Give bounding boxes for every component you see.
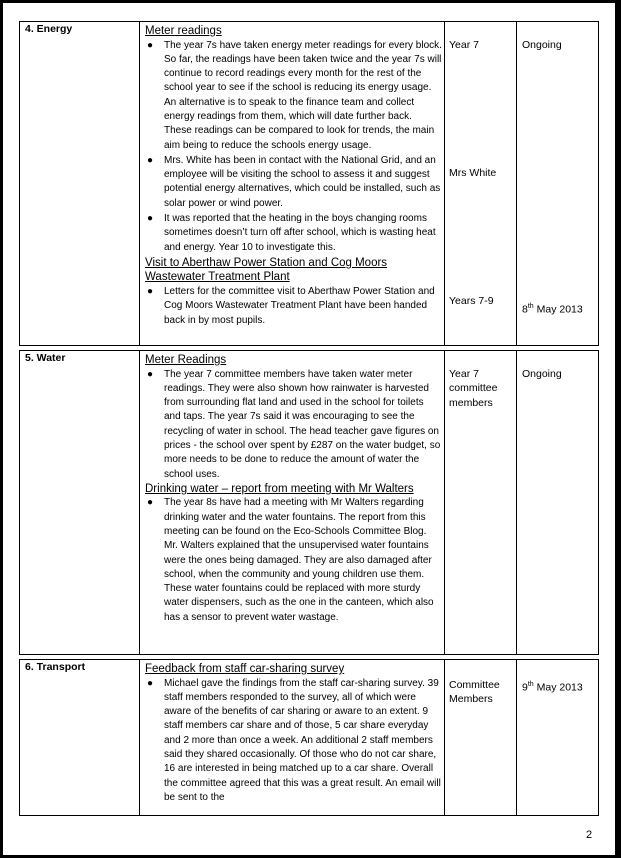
- topic-label: 6. Transport: [25, 661, 86, 673]
- responsible-mrs-white: Mrs White: [449, 167, 497, 179]
- list-item: ● Letters for the committee visit to Aberthaw Power Station and Cog Moors Wastewater Treatment Plant have been handed back in by most pupils.: [147, 285, 435, 326]
- discussion-cell: [145, 24, 442, 345]
- document-page: [3, 3, 615, 855]
- deadline-date: 8th May 2013: [522, 303, 583, 316]
- deadline-ongoing: Ongoing: [522, 368, 562, 380]
- bullet-icon: ●: [147, 285, 154, 297]
- discussion-cell: [145, 353, 442, 654]
- bullet-icon: ●: [147, 677, 154, 689]
- list-item: ● Mrs. White has been in contact with the National Grid, and an employee will be visiting the school to assess it and suggest potential energy alternatives, which could be installed, such as solar power or wind power.: [147, 154, 441, 209]
- bullet-icon: ●: [147, 154, 154, 166]
- list-item: ● It was reported that the heating in the boys changing rooms sometimes doesn’t turn off after school, which is wasting heat and energy. Year 10 to investigate this.: [147, 213, 436, 253]
- list-item: ● The year 7 committee members have taken water meter readings. They were also shown how rainwater is harvested from surrounding flat land and used in the school for toilets and taps. The year 7s said it was encouraging to see the recycling of water in school. The head teacher gave figures on prices - the school over spent by £287 on the water budget, so more needs to be done to reduce the amount of water the school uses.: [147, 368, 441, 480]
- topic-label: 5. Water: [25, 352, 66, 364]
- responsible-committee-members: Committee Members: [449, 679, 500, 706]
- bullet-icon: ●: [147, 497, 154, 509]
- bullet-list: [145, 677, 442, 806]
- responsible-year7: Year 7: [449, 39, 479, 51]
- bullet-list: [145, 496, 442, 625]
- list-item: ● Michael gave the findings from the staff car-sharing survey. 39 staff members responded to the survey, all of which were aware of the benefits of car sharing or aware to an extent. 9 staff members car share and of those, 5 car share everyday and 2 more than once a week. An additional 2 staff members said they shared occasionally. Of those who do not car share, 16 are interested in being matched up to a car share. Overall the committee agreed that this was a great result. An email will be sent to the: [147, 677, 441, 803]
- bullet-icon: ●: [147, 368, 154, 380]
- deadline-ongoing: Ongoing: [522, 39, 562, 51]
- bullet-icon: ●: [147, 213, 154, 225]
- section-heading: Drinking water – report from meeting with Mr Walters: [145, 482, 414, 495]
- deadline-date: 9th May 2013: [522, 681, 583, 694]
- section-heading: Visit to Aberthaw Power Station and Cog Moors Wastewater Treatment Plant: [145, 256, 388, 284]
- topic-label: 4. Energy: [25, 23, 73, 35]
- section-heading: Feedback from staff car-sharing survey: [145, 663, 345, 675]
- section-heading: Meter readings: [145, 25, 222, 37]
- bullet-list: [145, 368, 442, 482]
- responsible-year7-committee: Year 7 committee members: [449, 368, 498, 409]
- section-heading: Meter Readings: [145, 354, 227, 366]
- table-row-water: [19, 350, 599, 655]
- bullet-list: [145, 39, 442, 255]
- list-item: ● The year 8s have had a meeting with Mr Walters regarding drinking water and the water fountains. The report from this meeting can be found on the Eco-Schools Committee Blog. Mr. Walters explained that the unsupervised water fountains were the ones being damaged. They are also damaged after school, when the community and young children use them. These water fountains could be replaced with more sturdy water dispensers, such as the one in the canteen, which also has a sensor to prevent water wastage.: [147, 497, 434, 623]
- table-row-transport: [19, 659, 599, 816]
- bullet-list: [145, 285, 442, 328]
- discussion-cell: [145, 662, 442, 815]
- bullet-icon: ●: [147, 39, 154, 51]
- page-number: 2: [586, 829, 593, 841]
- list-item: ● The year 7s have taken energy meter readings for every block. So far, the readings have been taken twice and the year 7s will continue to record readings every month for the rest of the school year to see if the school is reducing its energy usage. An alternative is to speak to the finance team and collect energy readings from them, which will date further back. These readings can be compared to look for trends, the main aim being to reduce the schools energy usage.: [147, 39, 442, 151]
- table-row-energy: [19, 21, 599, 346]
- responsible-years-7-9: Years 7-9: [449, 295, 494, 307]
